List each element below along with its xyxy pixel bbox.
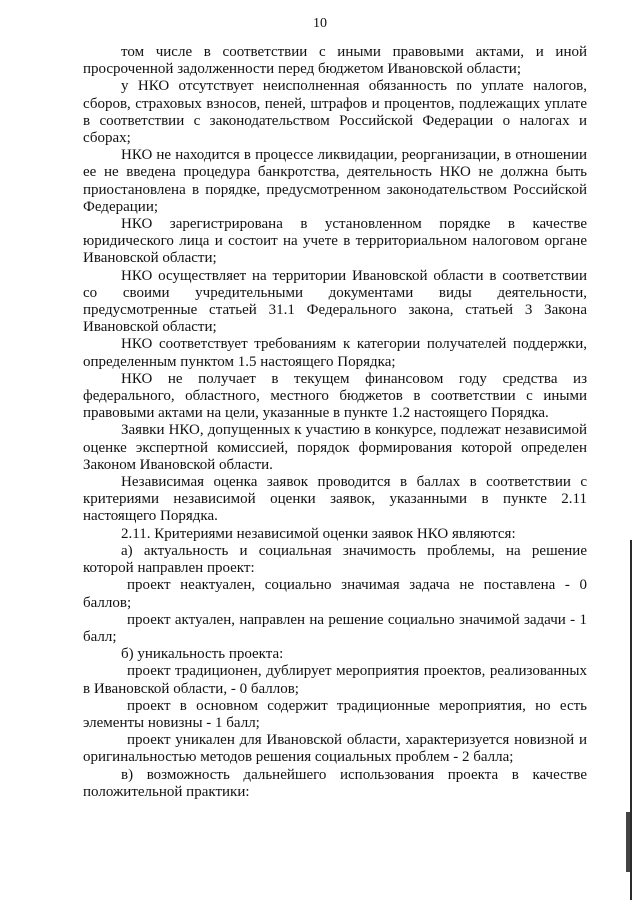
paragraph-activities: НКО осуществляет на территории Ивановской области в соответствии со своими учредительными документами виды деятельности, предусмотренные статьей 31.1 Федерального закона, статьей 3 Закона Ивановской области; bbox=[83, 267, 587, 336]
criterion-b-uniqueness: б) уникальность проекта: bbox=[121, 646, 284, 663]
scan-edge-mark bbox=[626, 812, 630, 872]
paragraph-scoring: Независимая оценка заявок проводится в баллах в соответствии с критериями независимой оценки заявок, указанными в пункте 2.11 настоящего Порядка. bbox=[83, 474, 587, 525]
paragraph-registration: НКО зарегистрирована в установленном порядке в качестве юридического лица и состоит на учете в территориальном налоговом органе Ивановской области; bbox=[83, 216, 587, 267]
paragraph-recipient-category: НКО соответствует требованиям к категории получателей поддержки, определенным пунктом 1.5 настоящего Порядка; bbox=[83, 336, 587, 370]
criterion-a-relevance: а) актуальность и социальная значимость проблемы, на решение которой направлен проект: bbox=[83, 542, 587, 577]
criterion-a-option-0: проект неактуален, социально значимая задача не поставлена - 0 баллов; bbox=[83, 577, 587, 611]
paragraph-debt-continuation: том числе в соответствии с иными правовыми актами, и иной просроченной задолженности перед бюджетом Ивановской области; bbox=[83, 44, 587, 78]
page-number: 10 bbox=[313, 16, 327, 31]
paragraph-tax-obligations: у НКО отсутствует неисполненная обязанность по уплате налогов, сборов, страховых взносов, пеней, штрафов и процентов, подлежащих уплате в соответствии с законодательством Российской Федерации о налогах и сборах; bbox=[83, 78, 587, 147]
criterion-c-practice: в) возможность дальнейшего использования проекта в качестве положительной практики: bbox=[83, 766, 587, 800]
paragraph-no-other-funding: НКО не получает в текущем финансовом году средства из федерального, областного, местного бюджетов в соответствии с иными правовыми актами на цели, указанные в пункте 1.2 настоящего Порядка. bbox=[83, 370, 587, 422]
paragraph-expert-assessment: Заявки НКО, допущенных к участию в конкурсе, подлежат независимой оценке экспертной комиссией, порядок формирования которой определен Законом Ивановской области. bbox=[83, 422, 587, 473]
paragraph-criteria-heading: 2.11. Критериями независимой оценки заявок НКО являются: bbox=[121, 525, 516, 542]
criterion-b-option-2: проект уникален для Ивановской области, характеризуется новизной и оригинальностью методов решения социальных проблем - 2 балла; bbox=[83, 732, 587, 766]
criterion-a-option-1: проект актуален, направлен на решение социально значимой задачи - 1 балл; bbox=[83, 611, 587, 645]
criterion-b-option-0: проект традиционен, дублирует мероприятия проектов, реализованных в Ивановской области, - 0 баллов; bbox=[83, 663, 587, 697]
scan-edge-line bbox=[630, 540, 632, 900]
paragraph-liquidation: НКО не находится в процессе ликвидации, реорганизации, в отношении ее не введена процедура банкротства, деятельность НКО не должна быть приостановлена в порядке, предусмотренном законодательством Российской Федерации; bbox=[83, 147, 587, 215]
criterion-b-option-1: проект в основном содержит традиционные мероприятия, но есть элементы новизны - 1 балл; bbox=[83, 697, 587, 731]
document-body bbox=[83, 44, 587, 801]
